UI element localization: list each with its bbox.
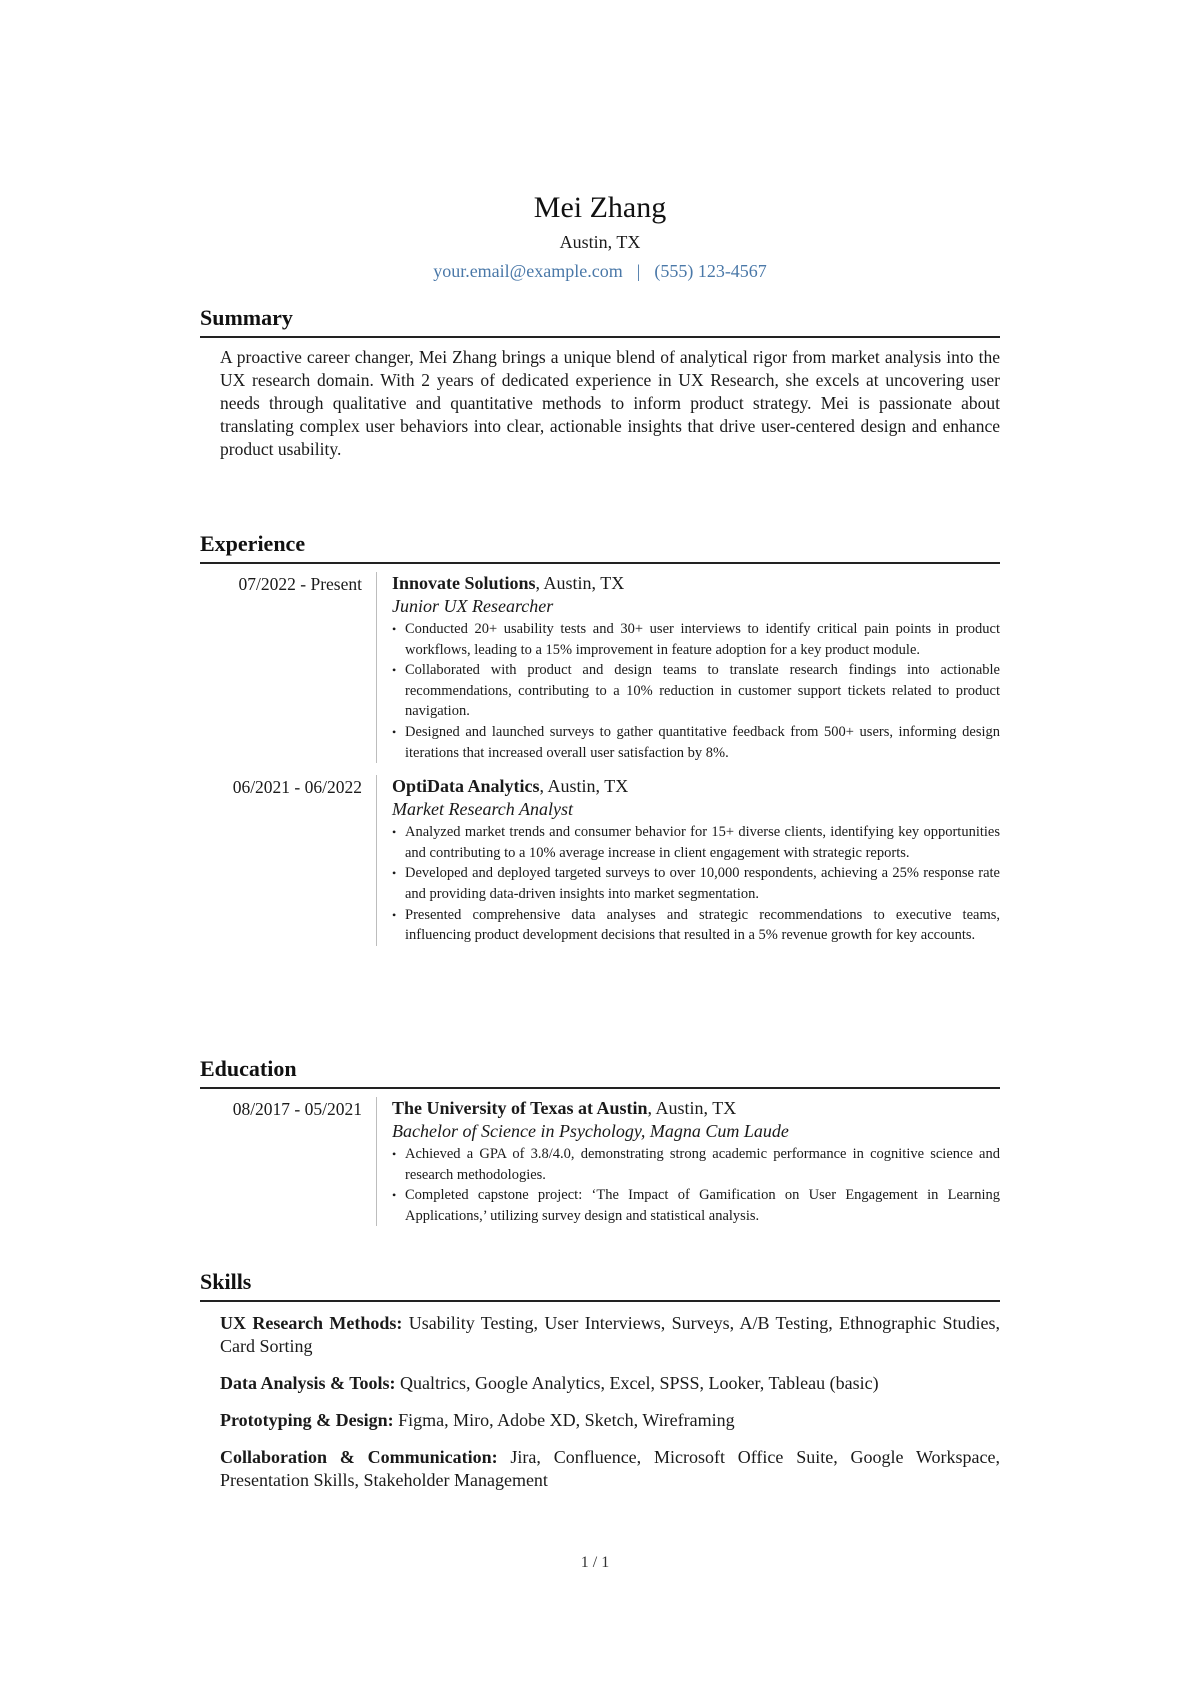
skill-value: Usability Testing, User Interviews, Surveys, A/B Testing, Ethnographic Studies, Card Sorting <box>220 1313 1001 1356</box>
entry-bullets <box>392 822 1000 946</box>
entry-body <box>376 572 1000 763</box>
contact-line <box>200 258 1000 284</box>
resume-header <box>200 190 1000 284</box>
skill-value: Qualtrics, Google Analytics, Excel, SPSS, Looker, Tableau (basic) <box>395 1373 879 1393</box>
bullet-item: • Conducted 20+ usability tests and 30+ user interviews to identify critical pain points in product workflows, leading to a 15% improvement in feature adoption for a key product module. <box>405 619 1000 660</box>
section-title-education: Education <box>200 1055 1000 1089</box>
entry-role: Junior UX Researcher <box>392 596 554 616</box>
organization-name: OptiData Analytics <box>392 776 540 797</box>
entry-date: 06/2021 - 06/2022 <box>232 777 362 798</box>
section-title-summary: Summary <box>200 304 1000 338</box>
entry-bullets <box>392 619 1000 763</box>
skill-row <box>220 1409 1000 1432</box>
skill-row <box>220 1372 1000 1395</box>
entry-organization <box>392 1097 1000 1120</box>
section-title-experience: Experience <box>200 530 1000 564</box>
entry-organization <box>392 572 1000 595</box>
skill-row <box>220 1312 1000 1358</box>
bullet-item: • Collaborated with product and design teams to translate research findings into actionable recommendations, contributing to a 10% reduction in customer support tickets related to product navigation. <box>405 660 1000 722</box>
skill-row <box>220 1446 1000 1492</box>
skills-section <box>200 1268 1000 1492</box>
skill-label: Data Analysis & Tools: <box>220 1373 396 1393</box>
entry-date: 08/2017 - 05/2021 <box>232 1099 362 1119</box>
skill-value: Jira, Confluence, Microsoft Office Suite, Google Workspace, Presentation Skills, Stakeholder Management <box>220 1447 1000 1490</box>
education-section <box>200 1055 1000 1226</box>
skill-value: Figma, Miro, Adobe XD, Sketch, Wireframing <box>393 1410 735 1430</box>
organization-location: , Austin, TX <box>539 776 629 797</box>
bullet-item: • Presented comprehensive data analyses and strategic recommendations to executive teams, influencing product development decisions that resulted in a 5% revenue growth for key accounts. <box>405 905 1000 946</box>
entry-body <box>376 775 1000 946</box>
skill-label: Collaboration & Communication: <box>220 1447 498 1467</box>
bullet-item: • Analyzed market trends and consumer behavior for 15+ diverse clients, identifying key opportunities and contributing to a 10% average increase in client engagement with strategic reports. <box>405 822 1000 863</box>
candidate-name: Mei Zhang <box>533 191 667 224</box>
contact-separator: | <box>636 261 641 281</box>
experience-entry <box>200 775 1000 946</box>
entry-date: 07/2022 - Present <box>238 574 362 594</box>
organization-name: The University of Texas at Austin <box>392 1098 648 1118</box>
organization-location: , Austin, TX <box>647 1098 737 1118</box>
skill-label: Prototyping & Design: <box>220 1410 394 1430</box>
phone-link[interactable]: (555) 123-4567 <box>654 261 767 281</box>
entry-bullets <box>392 1144 1000 1226</box>
candidate-location: Austin, TX <box>559 232 641 252</box>
entry-organization <box>392 775 1000 798</box>
bullet-item: • Completed capstone project: ‘The Impact of Gamification on User Engagement in Learning Applications,’ utilizing survey design and statistical analysis. <box>405 1185 1000 1226</box>
entry-role: Market Research Analyst <box>392 799 573 820</box>
bullet-item: • Achieved a GPA of 3.8/4.0, demonstrating strong academic performance in cognitive science and research methodologies. <box>405 1144 1000 1185</box>
section-title-skills: Skills <box>200 1268 1000 1302</box>
summary-section <box>200 304 1000 461</box>
experience-section <box>200 530 1000 946</box>
bullet-item: • Developed and deployed targeted surveys to over 10,000 respondents, achieving a 25% response rate and providing data-driven insights into market segmentation. <box>405 863 1000 904</box>
page-number: 1 / 1 <box>580 1554 610 1571</box>
experience-entry <box>200 572 1000 763</box>
entry-degree: Bachelor of Science in Psychology, Magna Cum Laude <box>392 1121 789 1141</box>
summary-text: A proactive career changer, Mei Zhang brings a unique blend of analytical rigor from market analysis into the UX research domain. With 2 years of dedicated experience in UX Research, she excels at uncovering user needs through qualitative and quantitative methods to inform product strategy. Mei is passionate about translating complex user behaviors into clear, actionable insights that drive user-centered design and enhance product usability. <box>220 347 1000 459</box>
bullet-item: • Designed and launched surveys to gather quantitative feedback from 500+ users, informing design iterations that increased overall user satisfaction by 8%. <box>405 722 1000 763</box>
organization-name: Innovate Solutions <box>392 573 536 593</box>
organization-location: , Austin, TX <box>535 573 625 593</box>
education-entry <box>200 1097 1000 1226</box>
email-link[interactable]: your.email@example.com <box>433 261 623 281</box>
skill-label: UX Research Methods: <box>220 1313 403 1333</box>
entry-body <box>376 1097 1000 1226</box>
